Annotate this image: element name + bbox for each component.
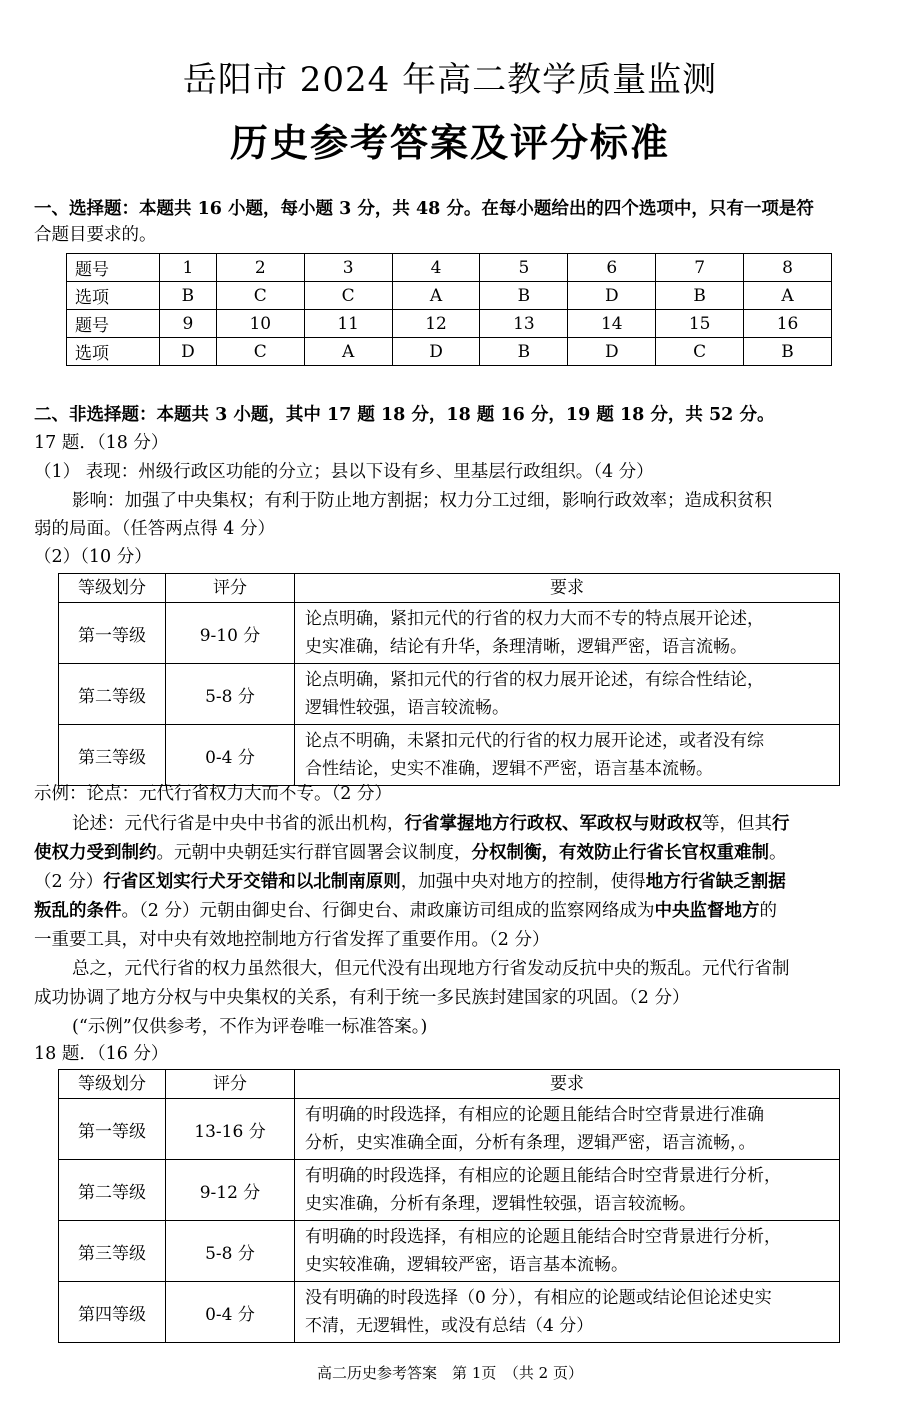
requirement-cell: 有明确的时段选择，有相应的论题且能结合时空背景进行准确 分析，史实准确全面，分析有条理，逻辑严密，语言流畅，。: [295, 1099, 840, 1160]
question-number: 1: [160, 254, 217, 282]
table-row: [67, 254, 832, 282]
q17-title: 17 题．（18 分）: [34, 433, 169, 453]
answer-cell: D: [568, 282, 656, 310]
table-row: [59, 1221, 840, 1282]
answer-cell: B: [480, 282, 568, 310]
question-number: 3: [304, 254, 392, 282]
table-row: [67, 282, 832, 310]
q17-argument-line2: 使权力受到制约。元朝中央朝廷实行群官圆署会议制度，分权制衡，有效防止行省长官权重难制。: [34, 843, 787, 863]
answer-cell: A: [744, 282, 832, 310]
grade-cell: 第四等级: [59, 1282, 166, 1343]
table-header-row: [59, 574, 840, 603]
score-cell: 5-8 分: [166, 664, 295, 725]
question-number: 15: [656, 310, 744, 338]
question-number: 11: [304, 310, 392, 338]
answer-key-table: [66, 253, 832, 366]
grade-cell: 第三等级: [59, 725, 166, 786]
column-header: 要求: [295, 1070, 840, 1099]
q17-argument-line1: 论述：元代行省是中央中书省的派出机构，行省掌握地方行政权、军政权与财政权等，但其行: [72, 814, 790, 834]
requirement-cell: 有明确的时段选择，有相应的论题且能结合时空背景进行分析， 史实较准确，逻辑较严密，语言基本流畅。: [295, 1221, 840, 1282]
answer-cell: C: [216, 338, 304, 366]
answer-cell: D: [568, 338, 656, 366]
question-number: 13: [480, 310, 568, 338]
column-header: 要求: [295, 574, 840, 603]
column-header: 等级划分: [59, 1070, 166, 1099]
section2-intro: 二、非选择题：本题共 3 小题，其中 17 题 18 分，18 题 16 分，19 题 18 分，共 52 分。: [34, 405, 775, 425]
question-number: 7: [656, 254, 744, 282]
requirement-cell: 没有明确的时段选择（0 分），有相应的论题或结论但论述史实 不清，无逻辑性，或没有总结（4 分）: [295, 1282, 840, 1343]
score-cell: 0-4 分: [166, 725, 295, 786]
document-subtitle: 历史参考答案及评分标准: [229, 121, 670, 165]
table-row: [59, 603, 840, 664]
row-label: 题号: [67, 254, 160, 282]
q18-grading-table: [58, 1069, 840, 1343]
grade-cell: 第一等级: [59, 603, 166, 664]
grade-cell: 第二等级: [59, 664, 166, 725]
question-number: 10: [216, 310, 304, 338]
score-cell: 13-16 分: [166, 1099, 295, 1160]
requirement-cell: 论点明确，紧扣元代的行省的权力展开论述，有综合性结论， 逻辑性较强，语言较流畅。: [295, 664, 840, 725]
q17-grading-table: [58, 573, 840, 786]
section1-intro: 一、选择题：本题共 16 小题，每小题 3 分，共 48 分。在每小题给出的四个选项中，只有一项是符: [34, 199, 814, 219]
column-header: 等级划分: [59, 574, 166, 603]
q17-argument-line3: （2 分）行省区划实行犬牙交错和以北制南原则，加强中央对地方的控制，使得地方行省缺乏割据: [34, 872, 786, 892]
requirement-cell: 有明确的时段选择，有相应的论题且能结合时空背景进行分析， 史实准确，分析有条理，逻辑性较强，语言较流畅。: [295, 1160, 840, 1221]
table-row: [59, 1099, 840, 1160]
q17-conclusion: 总之，元代行省的权力虽然很大，但元代没有出现地方行省发动反抗中央的叛乱。元代行省制: [72, 959, 790, 979]
grade-cell: 第二等级: [59, 1160, 166, 1221]
table-row: [59, 725, 840, 786]
requirement-cell: 论点不明确，未紧扣元代的行省的权力展开论述，或者没有综 合性结论，史实不准确，逻辑不严密，语言基本流畅。: [295, 725, 840, 786]
column-header: 评分: [166, 1070, 295, 1099]
question-number: 9: [160, 310, 217, 338]
question-number: 16: [744, 310, 832, 338]
requirement-cell: 论点明确，紧扣元代的行省的权力大而不专的特点展开论述， 史实准确，结论有升华，条理清晰，逻辑严密，语言流畅。: [295, 603, 840, 664]
table-row: [59, 1160, 840, 1221]
row-label: 题号: [67, 310, 160, 338]
answer-cell: B: [656, 282, 744, 310]
section1-intro-cont: 合题目要求的。: [34, 225, 157, 245]
q17-example: 示例：论点：元代行省权力大而不专。（2 分）: [34, 784, 392, 804]
document-title: 岳阳市 2024 年高二教学质量监测: [182, 60, 718, 100]
q17-influence-cont: 弱的局面。（任答两点得 4 分）: [34, 519, 276, 539]
q17-argument-line4: 叛乱的条件。（2 分）元朝由御史台、行御史台、肃政廉访司组成的监察网络成为中央监督地方的: [34, 901, 777, 921]
answer-cell: A: [304, 338, 392, 366]
answer-cell: C: [656, 338, 744, 366]
q17-conclusion-cont: 成功协调了地方分权与中央集权的关系，有利于统一多民族封建国家的巩固。（2 分）: [34, 988, 690, 1008]
score-cell: 0-4 分: [166, 1282, 295, 1343]
answer-cell: B: [744, 338, 832, 366]
q17-influence: 影响：加强了中央集权；有利于防止地方割据；权力分工过细，影响行政效率；造成积贫积: [72, 491, 772, 511]
q17-note: (“示例”仅供参考，不作为评卷唯一标准答案。): [72, 1017, 428, 1037]
question-number: 2: [216, 254, 304, 282]
table-row: [67, 310, 832, 338]
page-footer: 高二历史参考答案 第 1页 （共 2 页）: [317, 1364, 583, 1382]
grade-cell: 第一等级: [59, 1099, 166, 1160]
q17-part2: （2）（10 分）: [34, 547, 152, 567]
answer-cell: B: [160, 282, 217, 310]
question-number: 5: [480, 254, 568, 282]
row-label: 选项: [67, 338, 160, 366]
question-number: 12: [392, 310, 480, 338]
question-number: 4: [392, 254, 480, 282]
answer-cell: D: [160, 338, 217, 366]
answer-cell: B: [480, 338, 568, 366]
grade-cell: 第三等级: [59, 1221, 166, 1282]
score-cell: 9-12 分: [166, 1160, 295, 1221]
column-header: 评分: [166, 574, 295, 603]
answer-cell: C: [304, 282, 392, 310]
question-number: 8: [744, 254, 832, 282]
score-cell: 5-8 分: [166, 1221, 295, 1282]
q18-title: 18 题．（16 分）: [34, 1044, 169, 1064]
answer-cell: C: [216, 282, 304, 310]
answer-cell: A: [392, 282, 480, 310]
q17-argument-line5: 一重要工具，对中央有效地控制地方行省发挥了重要作用。（2 分）: [34, 930, 550, 950]
table-row: [67, 338, 832, 366]
question-number: 6: [568, 254, 656, 282]
answer-cell: D: [392, 338, 480, 366]
score-cell: 9-10 分: [166, 603, 295, 664]
row-label: 选项: [67, 282, 160, 310]
question-number: 14: [568, 310, 656, 338]
table-row: [59, 1282, 840, 1343]
table-header-row: [59, 1070, 840, 1099]
table-row: [59, 664, 840, 725]
q17-part1: （1） 表现：州级行政区功能的分立；县以下设有乡、里基层行政组织。（4 分）: [34, 462, 654, 482]
